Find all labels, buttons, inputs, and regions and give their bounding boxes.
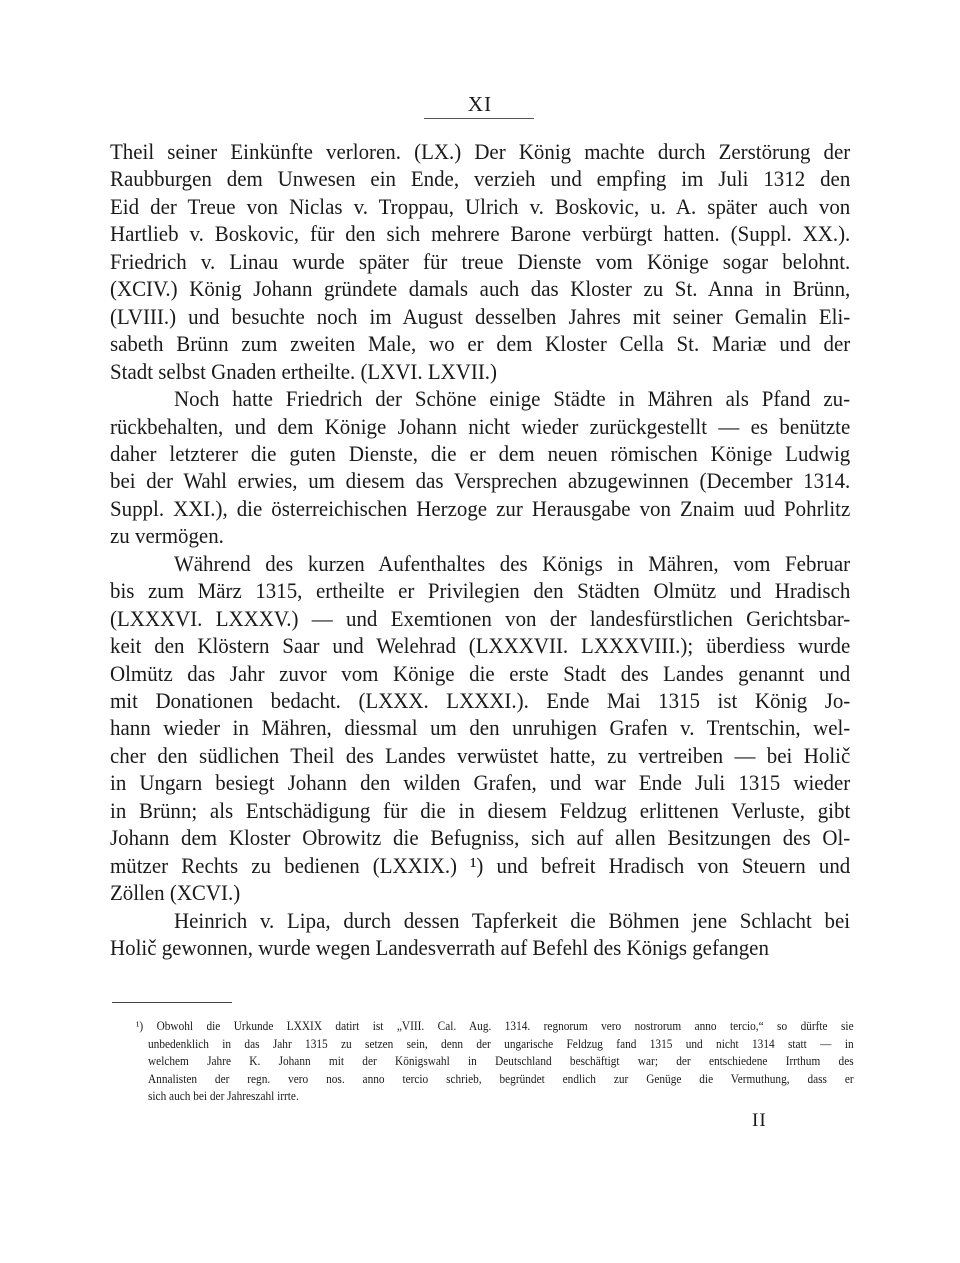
footnote-line: unbedenklich in das Jahr 1315 zu setzen sein, denn der ungarische Feldzug fand 1315 und nicht 1314 statt — in (148, 1036, 854, 1051)
text-line: daher letzterer die guten Dienste, die er dem neuen römischen Könige Ludwig (110, 440, 851, 466)
text-line: mit Donationen bedacht. (LXXX. LXXXI.). Ende Mai 1315 ist König Jo- (110, 688, 851, 713)
text-line: Hartlieb v. Boskovic, für den sich mehrere Barone verbürgt hatten. (Suppl. XX.). (110, 221, 851, 247)
text-line: zu vermögen. (110, 523, 224, 549)
text-line: Olmütz das Jahr zuvor vom Könige die erste Stadt des Landes genannt und (110, 660, 851, 686)
footnote-line: Annalisten der regn. vero nos. anno tercio schrieb, begründet endlich zur Genüge die Vermuthung, dass er (148, 1071, 854, 1086)
text-line: sabeth Brünn zum zweiten Male, wo er dem Kloster Cella St. Mariæ und der (110, 331, 851, 357)
footnote-rule (112, 1002, 232, 1003)
text-line: Während des kurzen Aufenthaltes des Königs in Mähren, vom Februar (174, 550, 851, 576)
text-line: Holič gewonnen, wurde wegen Landesverrath auf Befehl des Königs gefangen (110, 935, 769, 961)
text-line: mützer Rechts zu bedienen (LXXIX.) ¹) und befreit Hradisch von Steuern und (110, 852, 851, 878)
text-line: (LVIII.) und besuchte noch im August desselben Jahres mit seiner Gemalin Eli- (110, 303, 851, 329)
header-rule (424, 118, 534, 119)
text-line: bei der Wahl erwies, um diesem das Versprechen abzugewinnen (December 1314. (110, 468, 851, 494)
text-line: Johann dem Kloster Obrowitz die Befugniss, sich auf allen Besitzungen des Ol- (110, 825, 851, 851)
text-line: Heinrich v. Lipa, durch dessen Tapferkeit die Böhmen jene Schlacht bei (174, 907, 851, 933)
page-number: XI (467, 92, 493, 116)
text-line: bis zum März 1315, ertheilte er Privilegien den Städten Olmütz und Hradisch (110, 578, 851, 604)
text-line: keit den Klöstern Saar und Welehrad (LXXXVII. LXXXVIII.); überdiess wurde (110, 633, 851, 659)
text-line: (XCIV.) König Johann gründete damals auch das Kloster zu St. Anna in Brünn, (110, 276, 851, 302)
text-line: Suppl. XXI.), die österreichischen Herzoge zur Herausgabe von Znaim uud Pohrlitz (110, 495, 851, 521)
text-line: hann wieder in Mähren, diessmal um den unruhigen Grafen v. Trentschin, wel- (110, 715, 851, 741)
text-line: Noch hatte Friedrich der Schöne einige Städte in Mähren als Pfand zu- (174, 386, 851, 412)
text-line: in Brünn; als Entschädigung für die in diesem Feldzug erlittenen Verluste, gibt (110, 797, 851, 823)
text-line: Stadt selbst Gnaden ertheilte. (LXVI. LXVII.) (110, 358, 498, 384)
text-line: (LXXXVI. LXXXV.) — und Exemtionen von der landesfürstlichen Gerichtsbar- (110, 605, 851, 631)
text-line: in Ungarn besiegt Johann den wilden Grafen, und war Ende Juli 1315 wieder (110, 770, 851, 796)
footnote-line: sich auch bei der Jahreszahl irrte. (148, 1089, 299, 1104)
text-line: Friedrich v. Linau wurde später für treue Dienste vom Könige sogar belohnt. (110, 248, 851, 274)
footnote-line: ¹) Obwohl die Urkunde LXXIX datirt ist „VIII. Cal. Aug. 1314. regnorum vero nostrorum anno tercio,“ so dürfte sie (136, 1019, 854, 1033)
text-line: Eid der Treue von Niclas v. Troppau, Ulrich v. Boskovic, u. A. später auch von (110, 193, 851, 219)
text-line: Zöllen (XCVI.) (110, 880, 241, 906)
text-line: rückbehalten, und dem Könige Johann nicht wieder zurückgestellt — es benützte (110, 413, 851, 439)
footnote-line: welchem Jahre K. Johann mit der Königswahl in Deutschland beschäftigt war; der entschiedene Irrthum des (148, 1054, 854, 1069)
text-line: cher den südlichen Theil des Landes verwüstet hatte, zu vertreiben — bei Holič (110, 742, 851, 768)
text-line: Raubburgen dem Unwesen ein Ende, verzieh und empfing im Juli 1312 den (110, 166, 851, 192)
signature-mark: II (752, 1110, 767, 1131)
text-line: Theil seiner Einkünfte verloren. (LX.) Der König machte durch Zerstörung der (110, 139, 851, 164)
